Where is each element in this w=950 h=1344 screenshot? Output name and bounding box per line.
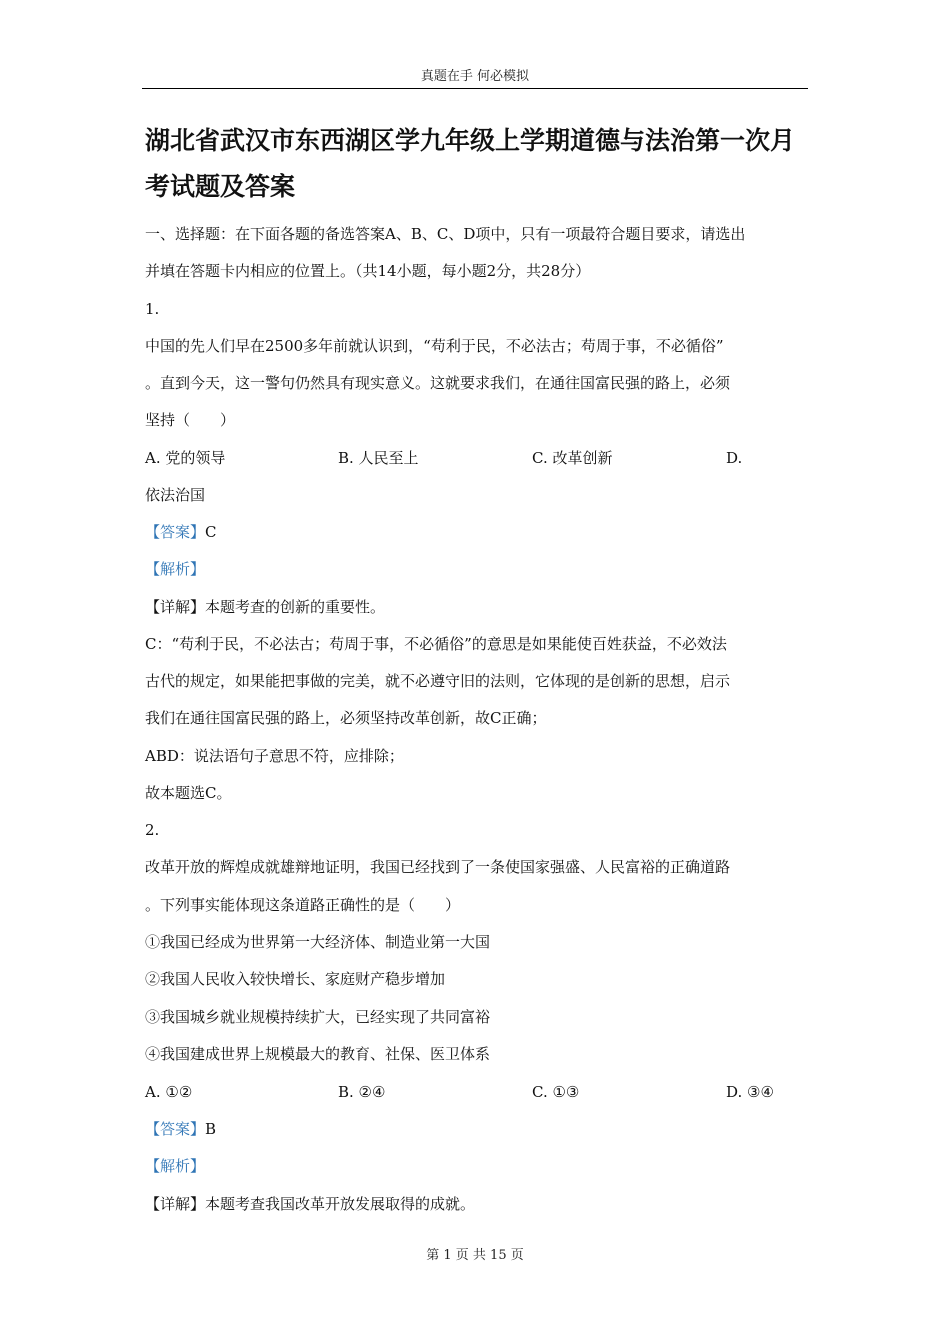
question-1-detail <box>145 597 385 617</box>
question-2-option-d: D. ③④ <box>726 1083 774 1101</box>
question-1-number: 1. <box>145 300 160 318</box>
question-2-stem-line-1: 改革开放的辉煌成就雄辩地证明，我国已经找到了一条使国家强盛、人民富裕的正确道路 <box>145 858 731 876</box>
question-2-answer <box>145 1119 216 1139</box>
question-2-number: 2. <box>145 821 160 839</box>
question-2-option-c: C. ①③ <box>532 1083 580 1101</box>
page-footer: 第 1 页 共 15 页 <box>426 1248 524 1263</box>
question-2-item-1: ①我国已经成为世界第一大经济体、制造业第一大国 <box>145 933 491 951</box>
question-2-item-3: ③我国城乡就业规模持续扩大，已经实现了共同富裕 <box>145 1008 491 1026</box>
answer-label: 【答案】 <box>145 1120 206 1138</box>
question-1-stem-line-3: 坚持（ ） <box>145 411 236 429</box>
page-header: 真题在手 何必模拟 <box>420 69 530 84</box>
header-divider <box>142 88 808 89</box>
detail-text: 本题考查我国改革开放发展取得的成就。 <box>205 1195 476 1213</box>
question-2-option-b: B. ②④ <box>338 1083 386 1101</box>
question-1-option-a: A. 党的领导 <box>145 449 226 467</box>
section-instruction-line-2: 并填在答题卡内相应的位置上。（共14小题，每小题2分，共28分） <box>145 262 591 280</box>
question-2-detail <box>145 1194 475 1214</box>
question-2-analysis-label: 【解析】 <box>145 1157 206 1175</box>
question-1-stem-line-1: 中国的先人们早在2500多年前就认识到，“苟利于民，不必法古；苟周于事，不必循俗” <box>145 337 724 355</box>
question-2-item-4: ④我国建成世界上规模最大的教育、社保、医卫体系 <box>145 1045 491 1063</box>
question-1-analysis-label: 【解析】 <box>145 560 206 578</box>
document-title: 湖北省武汉市东西湖区学九年级上学期道德与法治第一次月考试题及答案 <box>145 126 796 201</box>
question-1-answer <box>145 522 217 542</box>
question-1-stem-line-2: 。直到今天，这一警句仍然具有现实意义。这就要求我们，在通往国富民强的路上，必须 <box>145 374 731 392</box>
detail-label: 【详解】 <box>145 598 206 616</box>
question-1-explanation-line-4: ABD：说法语句子意思不符，应排除； <box>145 747 404 765</box>
detail-text: 本题考查的创新的重要性。 <box>205 598 386 616</box>
question-1-option-d: D. <box>726 449 743 467</box>
question-1-explanation-line-5: 故本题选C。 <box>145 784 232 802</box>
question-2-option-a: A. ①② <box>145 1083 193 1101</box>
question-1-explanation-line-2: 古代的规定，如果能把事做的完美，就不必遵守旧的法则，它体现的是创新的思想，启示 <box>145 672 731 690</box>
section-instruction-line-1: 一、选择题：在下面各题的备选答案A、B、C、D项中，只有一项最符合题目要求，请选出 <box>145 225 746 243</box>
question-2-stem-line-2: 。下列事实能体现这条道路正确性的是（ ） <box>145 896 461 914</box>
answer-label: 【答案】 <box>145 523 206 541</box>
question-1-explanation-line-1: C：“苟利于民，不必法古；苟周于事，不必循俗”的意思是如果能使百姓获益，不必效法 <box>145 635 727 653</box>
question-1-option-d-text: 依法治国 <box>145 486 206 504</box>
detail-label: 【详解】 <box>145 1195 206 1213</box>
question-2-item-2: ②我国人民收入较快增长、家庭财产稳步增加 <box>145 970 446 988</box>
answer-value: C <box>205 523 217 541</box>
question-1-explanation-line-3: 我们在通往国富民强的路上，必须坚持改革创新，故C正确； <box>145 709 547 727</box>
answer-value: B <box>205 1120 217 1138</box>
question-1-option-c: C. 改革创新 <box>532 449 613 467</box>
question-1-option-b: B. 人民至上 <box>338 449 419 467</box>
